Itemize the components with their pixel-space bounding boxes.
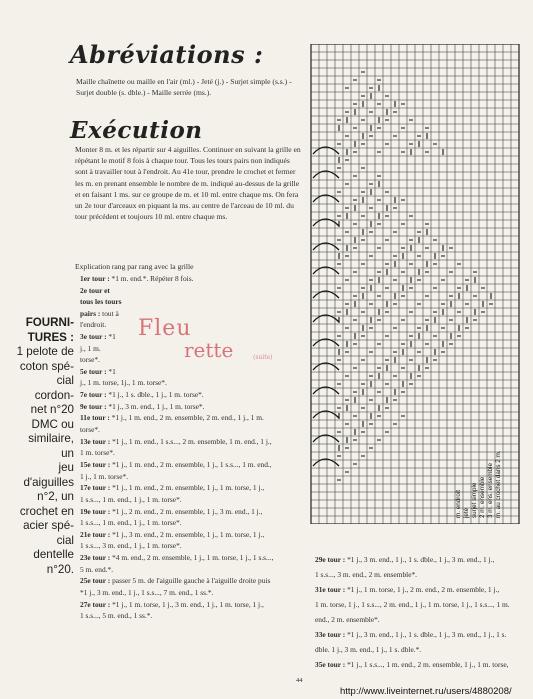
instruction-row xyxy=(80,611,306,622)
legend-entry: m. au crochet dans 2 m. xyxy=(495,450,502,518)
row-label: 1er tour : xyxy=(80,274,110,283)
row-text: *1 j., 1 m. end., 1 s.s..., 2 m. ensemble, 1 m. end., 1 j., xyxy=(110,436,272,446)
legend-entry: jeté xyxy=(463,507,470,518)
row-label: 15e tour : xyxy=(80,459,111,469)
supplies-box xyxy=(16,316,74,577)
instruction-row xyxy=(315,585,527,596)
row-text: *1 xyxy=(106,332,116,341)
row-text: *1 j., 3 m. end., 1 j., 1 s. dble., 1 j., 3 m. end., 1 j., 1 s. xyxy=(345,630,507,639)
instruction-row xyxy=(80,483,306,494)
page-number: 44 xyxy=(296,677,303,684)
row-label: 7e tour : xyxy=(80,390,107,399)
legend-entry: 3 m. ens. ensemble xyxy=(487,463,494,518)
row-text: dble. 1 j., 3 m. end., 1 j., 1 s. dble.*. xyxy=(315,645,422,654)
fleurette-logo xyxy=(138,316,273,362)
supplies-line: DMC ou xyxy=(31,417,74,431)
instruction-row xyxy=(80,297,300,308)
instruction-row xyxy=(315,555,527,566)
row-text: 5 m. end.*. xyxy=(80,564,114,574)
supplies-line: jeu xyxy=(58,461,74,474)
row-text: *1 j., 1 m. torse, 1 j., 3 m. end., 1 j., 1 m. torse, 1 j., xyxy=(110,599,264,609)
row-text: 1 m. torse, 1 j., 1 s.s..., 2 m. end., 1 j., 1 m. torse, 1 j., 1 s.s..., 1 m. xyxy=(315,600,510,609)
supplies-list xyxy=(16,345,74,577)
instruction-row xyxy=(80,588,306,599)
row-label: 31e tour : xyxy=(315,585,346,594)
row-text: torse*. xyxy=(80,355,100,365)
instruction-row xyxy=(80,472,306,483)
supplies-line: d'aiguilles xyxy=(23,475,74,489)
row-label: 29e tour : xyxy=(315,555,346,564)
row-text: *1 j., 1 m. end., 2 m. ensemble, 1 j., 1 s.s..., 1 m. end., xyxy=(110,459,272,469)
row-text: *1 j., 1 m. end., 2 m. ensemble, 1 j., 1 m. torse, 1 j., xyxy=(110,483,265,493)
row-text: torse*. xyxy=(80,424,100,434)
row-text: 1 m. torse*. xyxy=(80,448,115,458)
row-text: j., 1 m. torse, 1j., 1 m. torse*. xyxy=(80,378,167,388)
instruction-row xyxy=(80,495,306,506)
row-label: 33e tour : xyxy=(315,630,346,639)
instruction-row xyxy=(80,518,306,529)
supplies-line: crochet en xyxy=(19,504,74,518)
supplies-line: acier spé- xyxy=(23,519,74,532)
legend-entry: surjet simple xyxy=(471,482,478,518)
row-label: 11e tour : xyxy=(80,413,110,423)
row-text: *1 j., 1 m. end., 2 m. ensemble, 2 m. end., 1 j., 1 m. xyxy=(109,413,264,423)
row-label: 13e tour : xyxy=(80,436,111,446)
row-text: 1 s.s..., 3 m. end., 1 j., 1 m. torse*. xyxy=(80,541,182,551)
instruction-row xyxy=(315,660,527,671)
instruction-row xyxy=(80,600,306,611)
row-text: *1 j., 1 s.s..., 1 m. end., 2 m. ensemble, 1 j., 1 m. torse, xyxy=(345,660,509,669)
row-text: *1 xyxy=(106,366,116,376)
logo-line-2: rette xyxy=(184,338,234,362)
row-text: 1 s.s..., 3 m. end., 2 m. ensemble*. xyxy=(315,570,418,579)
instruction-row xyxy=(80,576,306,587)
abbreviations-title: Abréviations : xyxy=(70,40,264,69)
chart-legend xyxy=(452,412,508,522)
instruction-row xyxy=(80,437,306,448)
instruction-row xyxy=(315,600,527,611)
rows-intro: Explication rang par rang avec la grille xyxy=(75,262,194,271)
supplies-line: cial dentelle xyxy=(33,533,74,561)
legend-entry: 2 m. ensemble xyxy=(479,476,486,518)
instruction-row xyxy=(80,378,300,389)
row-label: 27e tour : xyxy=(80,599,111,609)
row-text: end., 2 m. ensemble*. xyxy=(315,615,380,624)
row-label: tous les tours xyxy=(80,297,122,307)
supplies-line: cial cordon- xyxy=(34,374,74,402)
row-label: 19e tour : xyxy=(80,506,111,516)
abbreviations-text: Maille chaînette ou maille en l'air (ml.) - Jeté (j.) - Surjet simple (s.s.) - Surjet double (s. dble.) - Maille serrée (ms.). xyxy=(76,77,292,98)
logo-line-3: (suite) xyxy=(253,354,273,361)
row-label: 2e tour et xyxy=(80,285,110,295)
row-label: 25e tour : xyxy=(80,576,111,586)
supplies-line: 1 pelote de xyxy=(16,345,74,358)
row-text: *1 j., 3 m. end., 2 m. ensemble, 1 j., 1 m. torse, 1 j., xyxy=(110,529,265,539)
instruction-row xyxy=(315,645,527,656)
row-text: j., 1 m. xyxy=(80,343,101,353)
instruction-row xyxy=(315,630,527,641)
row-label: pairs : xyxy=(80,308,101,318)
row-label: 17e tour : xyxy=(80,483,111,493)
supplies-line: coton spé- xyxy=(19,359,74,373)
footer-url: http://www.liveinternet.ru/users/4880208/ xyxy=(340,686,512,697)
instruction-row xyxy=(80,286,300,297)
execution-text: Monter 8 m. et les répartir sur 4 aiguilles. Continuer en suivant la grille en répétant le motif 8 fois à chaque tour. Tous les tours pairs non indiqués sont à travailler tout à l'endroit. Au 41e tour, prendre le crochet et fermer les m. en prenant ensemble le nombre de m. indiqué au-dessus de la grille et en faisant 1 ms. sur ce groupe de m. et 10 ml. entre chaque ms. On fera un 2e tour d'arceaux en piquant la ms. au centre de l'arceau de 10 ml. du tour précédent et toujours 10 ml. entre chaque ms. xyxy=(75,145,301,222)
supplies-line: similaire, un xyxy=(28,432,74,460)
row-label: 9e tour : xyxy=(80,401,107,411)
logo-line-1: Fleu xyxy=(138,316,192,341)
execution-title: Exécution xyxy=(70,117,203,144)
instruction-row xyxy=(80,448,306,459)
row-text: *4 m. end., 2 m. ensemble, 1 j., 1 m. torse, 1 j., 1 s.s..., xyxy=(110,553,274,563)
instruction-row xyxy=(80,507,306,518)
supplies-line: net n°20 xyxy=(30,403,74,416)
instruction-row xyxy=(80,274,300,285)
row-text: *1 m. end.*. Répéter 8 fois. xyxy=(109,274,194,283)
row-label: 23e tour : xyxy=(80,553,111,563)
supplies-heading: FOURNI-TURES : xyxy=(25,316,74,344)
supplies-line: n°2, un xyxy=(37,490,74,503)
row-text: 1 s.s..., 1 m. end., 1 j., 1 m. torse*. xyxy=(80,518,182,528)
instruction-row xyxy=(80,530,306,541)
instruction-row xyxy=(80,402,306,413)
row-text: *1 j., 1 m. torse, 1 j., 2 m. end., 2 m. ensemble, 1 j., xyxy=(345,585,500,594)
row-text: 1 s.s..., 5 m. end., 1 ss.*. xyxy=(80,611,153,621)
row-text: *1 j., 2 m. end., 2 m. ensemble, 1 j., 3 m. end., 1 j., xyxy=(110,506,263,516)
row-text: *1 j., 3 m. end., 1 j., 1 s.s..., 7 m. end., 1 ss.*. xyxy=(80,588,214,598)
legend-entry: m. endroit xyxy=(455,490,462,518)
instruction-row xyxy=(80,565,306,576)
row-label: 3e tour : xyxy=(80,332,107,341)
row-label: 21e tour : xyxy=(80,529,111,539)
row-text: l'endroit. xyxy=(80,320,107,330)
row-text: passer 5 m. de l'aiguille gauche à l'aiguille droite puis xyxy=(110,576,271,586)
row-text: *1 j., 3 m. end., 1 j., 1 s. dble., 1 j., 3 m. end., 1 j., xyxy=(345,555,495,564)
instruction-row xyxy=(80,460,306,471)
instruction-row xyxy=(315,570,527,581)
instruction-row xyxy=(80,367,300,378)
row-label: 5e tour : xyxy=(80,366,107,376)
instruction-row xyxy=(80,553,306,564)
instruction-row xyxy=(315,615,527,626)
row-label: 35e tour : xyxy=(315,660,346,669)
instruction-row xyxy=(80,413,306,424)
row-text: 1 s.s..., 1 m. end., 1 j., 1 m. torse*. xyxy=(80,494,182,504)
row-text: 1 j., 1 m. torse*. xyxy=(80,471,129,481)
supplies-line: n°20. xyxy=(46,562,74,576)
row-text: tout à xyxy=(100,308,119,318)
instruction-row xyxy=(80,541,306,552)
row-text: *1 j., 1 s. dble., 1 j., 1 m. torse*. xyxy=(106,390,204,399)
row-text: *1 j., 3 m. end., 1 j., 1 m. torse*. xyxy=(106,401,205,411)
instruction-row xyxy=(80,425,306,436)
instruction-row xyxy=(80,390,306,401)
